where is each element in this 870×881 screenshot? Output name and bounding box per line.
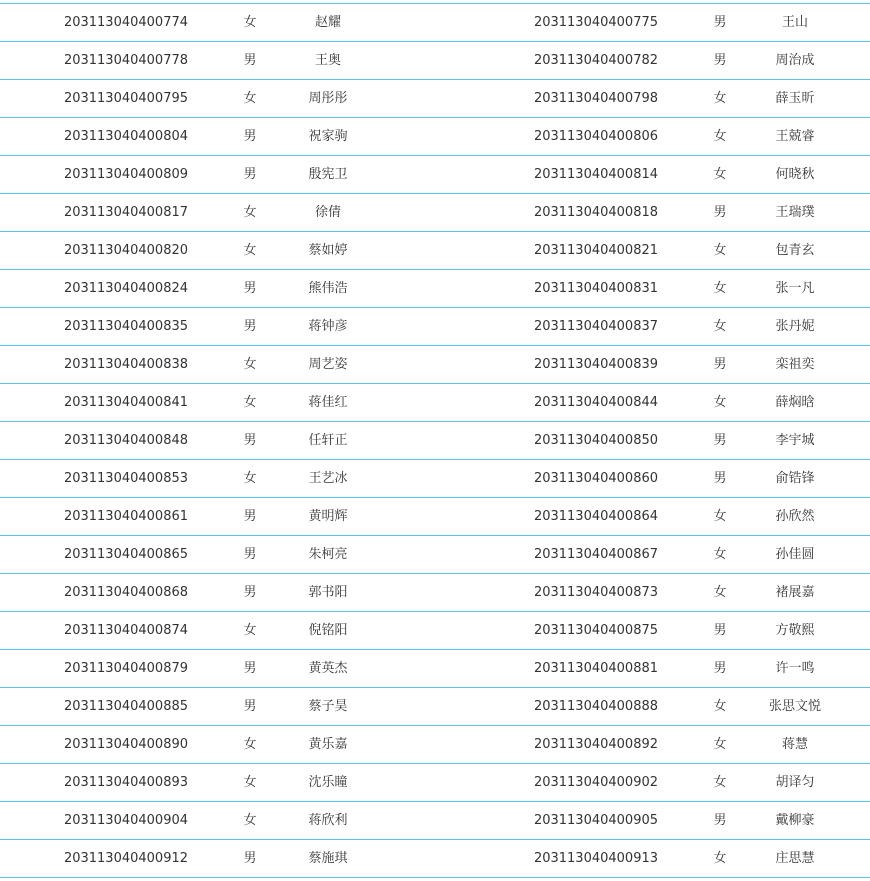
student-name-left: 黄英杰: [308, 661, 348, 676]
table-row: [0, 574, 870, 612]
student-name-right: 张思文悦: [768, 699, 821, 714]
table-row: [0, 840, 870, 878]
student-id-left: 203113040400838: [63, 357, 189, 372]
gender-left: 男: [243, 851, 257, 866]
student-id-left: 203113040400890: [63, 737, 189, 752]
table-row: [0, 688, 870, 726]
student-name-right: 庄思慧: [775, 851, 815, 866]
student-id-left: 203113040400885: [63, 699, 189, 714]
student-id-left: 203113040400835: [63, 319, 189, 334]
student-name-right: 蒋慧: [781, 737, 808, 752]
gender-right: 女: [713, 547, 727, 562]
student-id-right: 203113040400913: [533, 851, 659, 866]
student-id-left: 203113040400893: [63, 775, 189, 790]
student-id-left: 203113040400868: [63, 585, 189, 600]
gender-right: 女: [713, 775, 727, 790]
student-name-left: 黄乐嘉: [308, 737, 348, 752]
student-id-right: 203113040400873: [533, 585, 659, 600]
student-id-right: 203113040400892: [533, 737, 659, 752]
student-name-left: 蔡如婷: [308, 243, 348, 258]
student-id-right: 203113040400867: [533, 547, 659, 562]
student-id-left: 203113040400774: [63, 15, 189, 30]
student-id-left: 203113040400912: [63, 851, 189, 866]
student-id-right: 203113040400850: [533, 433, 659, 448]
gender-left: 男: [243, 129, 257, 144]
table-row: [0, 612, 870, 650]
gender-left: 男: [243, 585, 257, 600]
gender-left: 女: [243, 471, 257, 486]
student-name-left: 蒋佳红: [308, 395, 348, 410]
gender-right: 女: [713, 699, 727, 714]
student-id-left: 203113040400817: [63, 205, 189, 220]
student-id-left: 203113040400804: [63, 129, 189, 144]
gender-right: 女: [713, 167, 727, 182]
gender-right: 男: [713, 53, 727, 68]
table-row: [0, 270, 870, 308]
gender-right: 男: [713, 813, 727, 828]
table-row: [0, 42, 870, 80]
student-name-right: 王瑞璞: [775, 205, 815, 220]
student-name-left: 祝家驹: [308, 129, 348, 144]
student-name-right: 褚展嘉: [775, 585, 815, 600]
table-row: [0, 156, 870, 194]
student-id-left: 203113040400848: [63, 433, 189, 448]
student-name-left: 沈乐瞳: [308, 775, 348, 790]
gender-right: 男: [713, 623, 727, 638]
student-id-right: 203113040400782: [533, 53, 659, 68]
student-name-right: 张丹妮: [775, 319, 815, 334]
student-id-left: 203113040400820: [63, 243, 189, 258]
student-id-left: 203113040400853: [63, 471, 189, 486]
student-id-right: 203113040400860: [533, 471, 659, 486]
gender-right: 女: [713, 851, 727, 866]
table-row: [0, 764, 870, 802]
student-id-right: 203113040400881: [533, 661, 659, 676]
gender-left: 女: [243, 737, 257, 752]
table-row: [0, 346, 870, 384]
gender-left: 女: [243, 243, 257, 258]
student-id-right: 203113040400775: [533, 15, 659, 30]
gender-left: 女: [243, 357, 257, 372]
gender-right: 男: [713, 205, 727, 220]
gender-left: 男: [243, 547, 257, 562]
student-id-right: 203113040400888: [533, 699, 659, 714]
gender-right: 女: [713, 91, 727, 106]
student-name-right: 张一凡: [775, 281, 815, 296]
student-id-right: 203113040400864: [533, 509, 659, 524]
gender-right: 女: [713, 243, 727, 258]
student-name-right: 薛玉昕: [775, 91, 815, 106]
student-name-right: 许一鸣: [775, 661, 815, 676]
table-row: [0, 232, 870, 270]
student-name-left: 郭书阳: [308, 585, 348, 600]
gender-left: 女: [243, 15, 257, 30]
student-name-left: 蔡子昊: [308, 699, 348, 714]
student-id-right: 203113040400806: [533, 129, 659, 144]
table-row: [0, 194, 870, 232]
student-name-left: 黄明辉: [308, 509, 348, 524]
student-name-right: 何晓秋: [775, 167, 815, 182]
gender-left: 男: [243, 699, 257, 714]
student-id-left: 203113040400809: [63, 167, 189, 182]
gender-left: 男: [243, 433, 257, 448]
student-name-right: 王兢睿: [775, 129, 815, 144]
student-id-left: 203113040400879: [63, 661, 189, 676]
gender-right: 女: [713, 129, 727, 144]
student-name-right: 戴柳豪: [775, 813, 815, 828]
student-name-right: 包青玄: [775, 243, 815, 258]
gender-left: 男: [243, 661, 257, 676]
student-name-left: 周艺姿: [308, 357, 348, 372]
student-name-right: 胡译匀: [775, 775, 815, 790]
student-name-left: 徐倩: [314, 205, 341, 220]
student-id-left: 203113040400824: [63, 281, 189, 296]
gender-left: 男: [243, 509, 257, 524]
student-id-right: 203113040400902: [533, 775, 659, 790]
student-id-left: 203113040400841: [63, 395, 189, 410]
gender-right: 女: [713, 281, 727, 296]
student-id-left: 203113040400865: [63, 547, 189, 562]
student-name-left: 殷宪卫: [308, 167, 348, 182]
table-row: [0, 802, 870, 840]
student-id-left: 203113040400904: [63, 813, 189, 828]
table-row: [0, 118, 870, 156]
student-name-left: 蒋欣利: [308, 813, 348, 828]
gender-right: 女: [713, 737, 727, 752]
gender-left: 男: [243, 53, 257, 68]
student-name-right: 周治成: [775, 53, 815, 68]
table-row: [0, 650, 870, 688]
student-name-left: 朱柯亮: [308, 547, 348, 562]
student-id-right: 203113040400798: [533, 91, 659, 106]
gender-right: 男: [713, 15, 727, 30]
table-row: [0, 422, 870, 460]
table-row: [0, 498, 870, 536]
student-id-right: 203113040400837: [533, 319, 659, 334]
gender-right: 男: [713, 357, 727, 372]
student-name-right: 方敬熙: [775, 623, 815, 638]
table-row: [0, 460, 870, 498]
student-name-left: 倪铭阳: [308, 623, 348, 638]
gender-left: 男: [243, 281, 257, 296]
gender-left: 女: [243, 91, 257, 106]
student-name-right: 孙佳圆: [775, 547, 815, 562]
gender-right: 女: [713, 585, 727, 600]
student-id-right: 203113040400821: [533, 243, 659, 258]
table-row: [0, 536, 870, 574]
student-name-left: 王奥: [314, 53, 341, 68]
student-id-left: 203113040400795: [63, 91, 189, 106]
table-row: [0, 80, 870, 118]
student-name-right: 王山: [781, 15, 808, 30]
student-id-left: 203113040400874: [63, 623, 189, 638]
student-name-right: 李宇城: [775, 433, 815, 448]
student-name-left: 周彤彤: [308, 91, 348, 106]
student-name-right: 栾祖奕: [775, 357, 815, 372]
gender-left: 男: [243, 319, 257, 334]
gender-left: 女: [243, 623, 257, 638]
student-name-left: 蔡施琪: [308, 851, 348, 866]
table-row: [0, 4, 870, 42]
gender-right: 男: [713, 433, 727, 448]
student-name-left: 任轩正: [308, 433, 348, 448]
student-id-left: 203113040400778: [63, 53, 189, 68]
gender-right: 女: [713, 395, 727, 410]
student-id-right: 203113040400831: [533, 281, 659, 296]
student-name-right: 孙欣然: [775, 509, 815, 524]
student-id-right: 203113040400875: [533, 623, 659, 638]
student-id-right: 203113040400814: [533, 167, 659, 182]
student-name-right: 薛焖晗: [775, 395, 815, 410]
student-name-left: 赵耀: [314, 15, 341, 30]
student-id-right: 203113040400839: [533, 357, 659, 372]
student-id-right: 203113040400844: [533, 395, 659, 410]
table-row: [0, 384, 870, 422]
gender-left: 男: [243, 167, 257, 182]
student-id-right: 203113040400905: [533, 813, 659, 828]
gender-right: 女: [713, 509, 727, 524]
student-name-left: 王艺冰: [308, 471, 348, 486]
gender-right: 男: [713, 661, 727, 676]
table-row: [0, 726, 870, 764]
student-name-left: 蒋钟彦: [308, 319, 348, 334]
student-id-left: 203113040400861: [63, 509, 189, 524]
gender-right: 男: [713, 471, 727, 486]
gender-left: 女: [243, 775, 257, 790]
gender-left: 女: [243, 205, 257, 220]
student-name-right: 俞锆锋: [775, 471, 815, 486]
student-name-left: 熊伟浩: [308, 281, 348, 296]
gender-left: 女: [243, 395, 257, 410]
gender-right: 女: [713, 319, 727, 334]
table-row: [0, 308, 870, 346]
student-id-right: 203113040400818: [533, 205, 659, 220]
gender-left: 女: [243, 813, 257, 828]
